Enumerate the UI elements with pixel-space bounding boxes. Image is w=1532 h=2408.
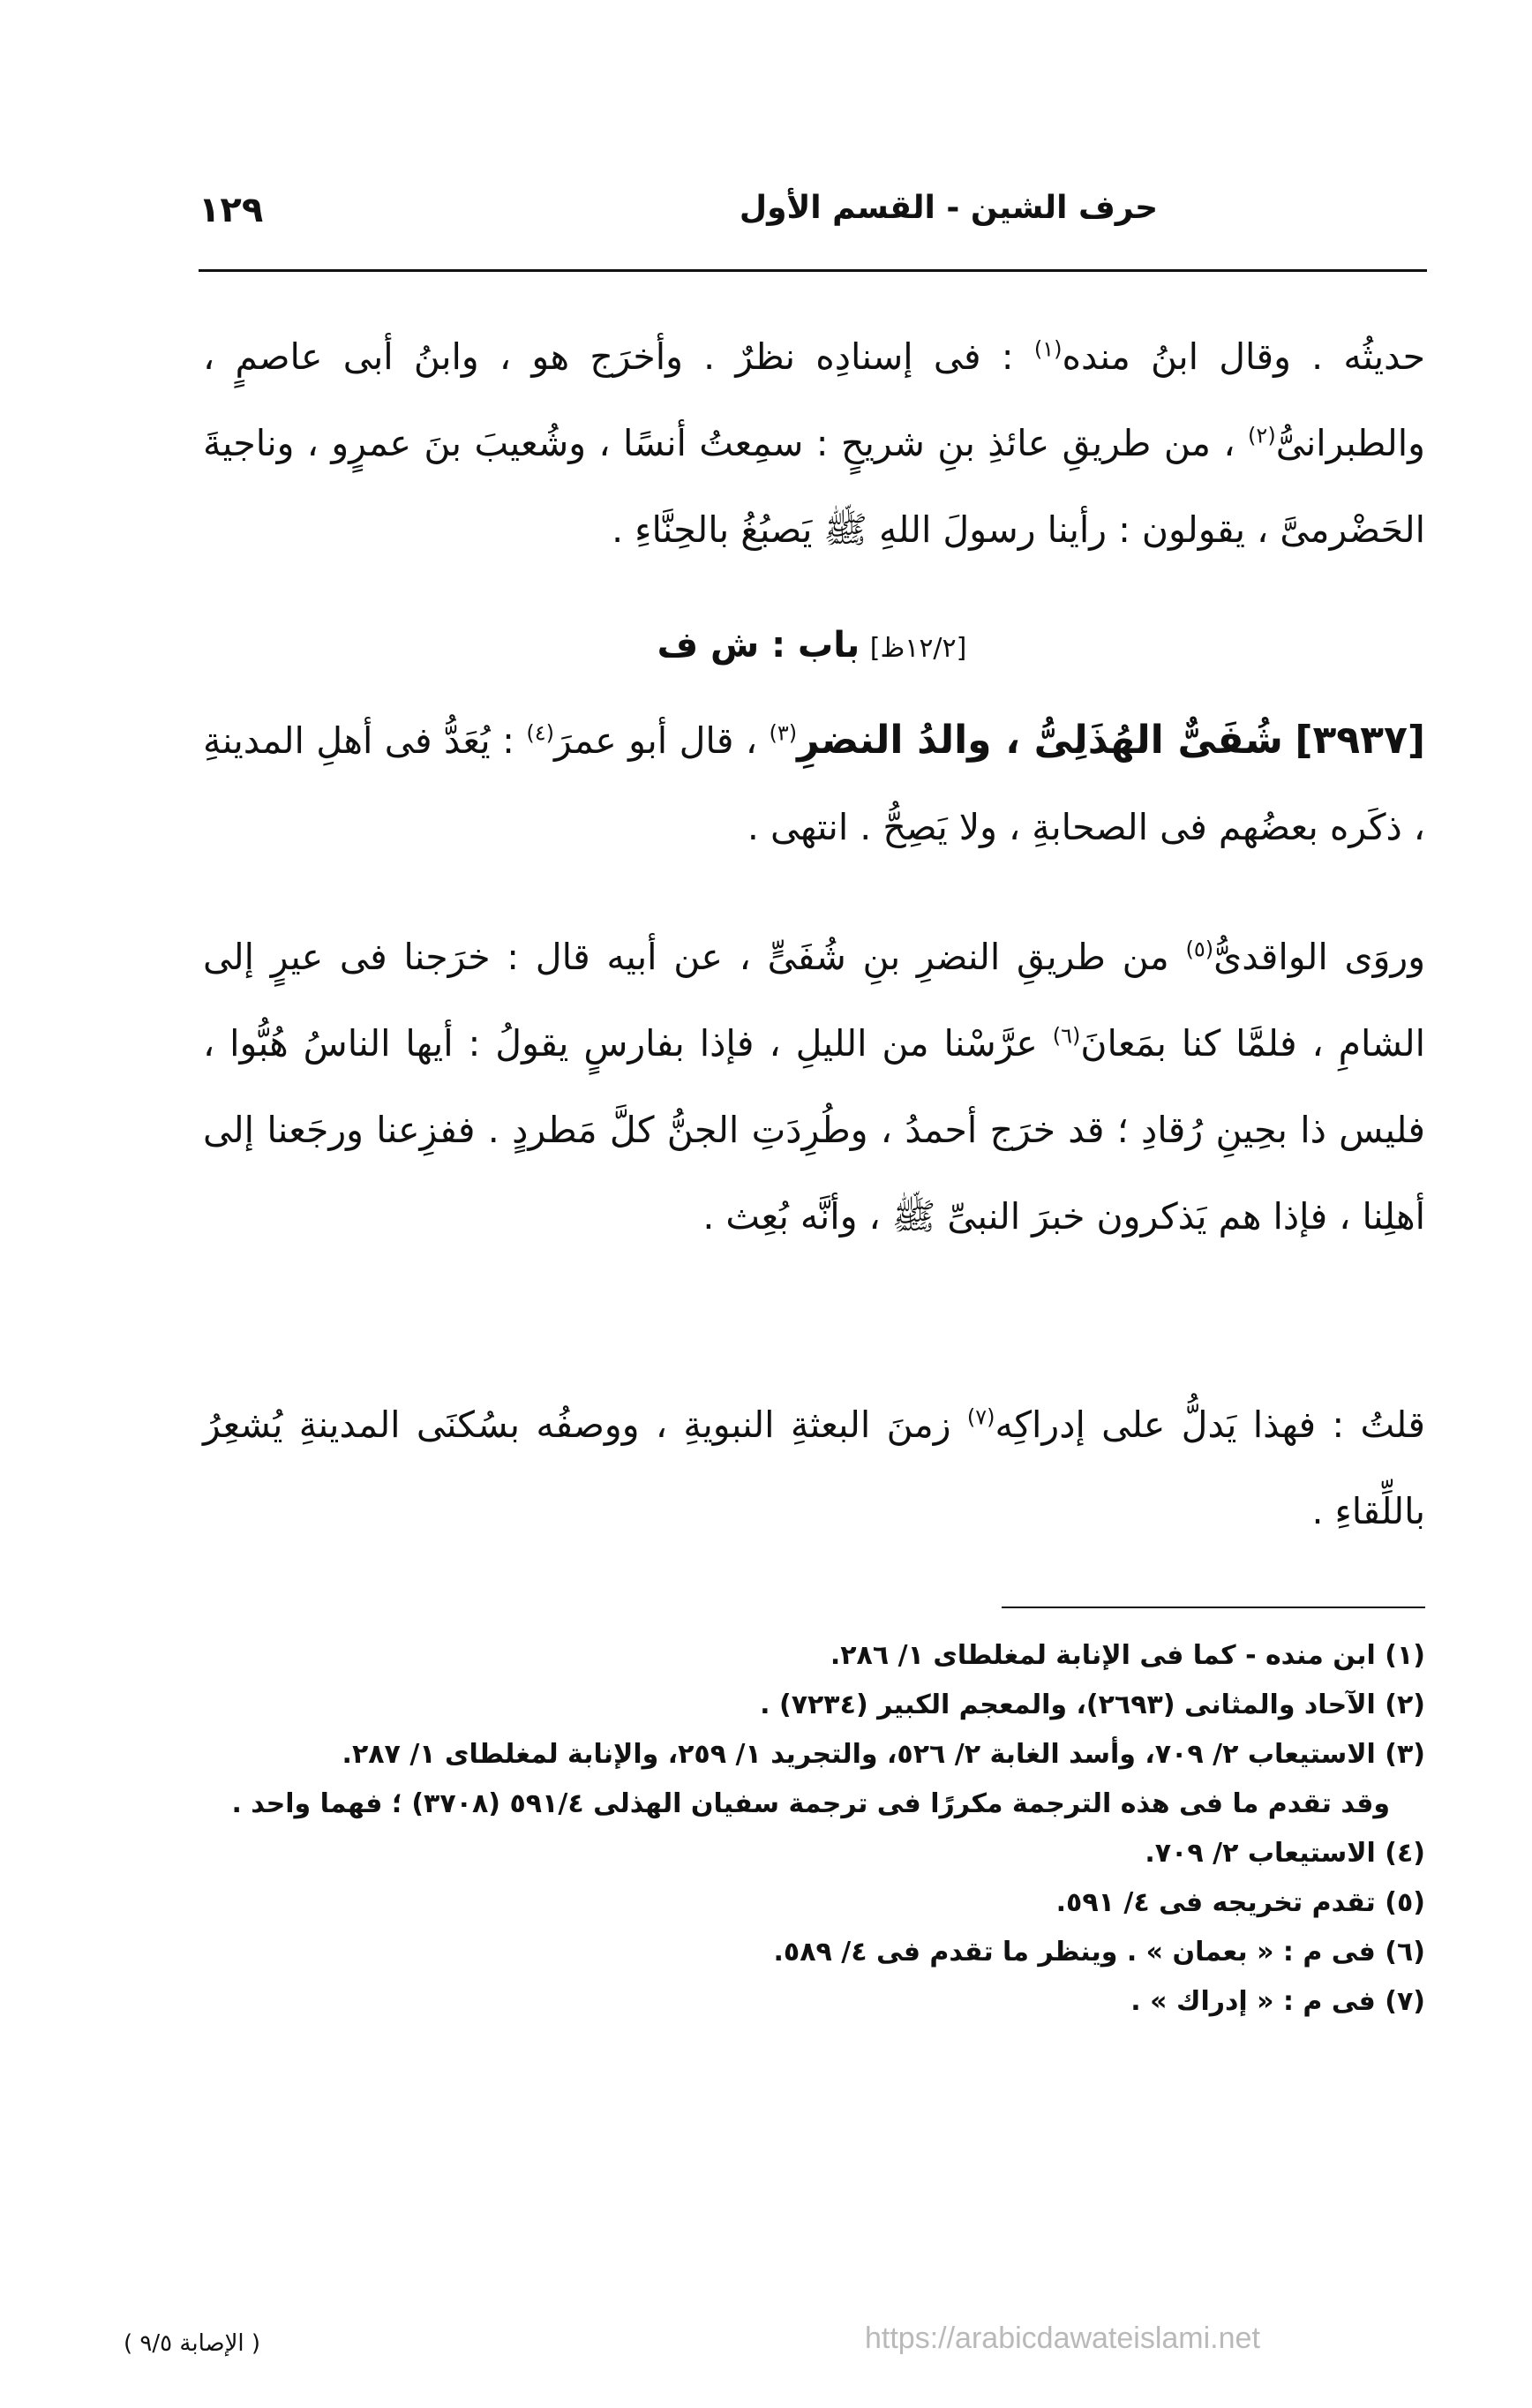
text-segment: قلتُ : فهذا يَدلُّ على إدراكِه xyxy=(995,1403,1425,1446)
page-header xyxy=(199,190,1425,252)
text-segment: حديثُه . وقال ابنُ منده xyxy=(1062,335,1425,378)
entry-3937 xyxy=(203,697,1425,870)
footnote-marker-5[interactable]: (٥) xyxy=(1185,937,1214,962)
text-segment: من طريقِ النضرِ بنِ شُفَىٍّ ، عن أبيه قال : خرَجنا فى عيرٍ إلى الشامِ ، فلمَّا كنا بمَعانَ xyxy=(203,936,1425,1065)
text-segment: : يُعَدُّ فى أهلِ المدينةِ ، ذكَره بعضُهم فى الصحابةِ ، ولا يَصِحُّ . انتهى . xyxy=(203,719,1425,848)
footnote-divider xyxy=(1002,1607,1425,1608)
section-heading xyxy=(199,625,1425,666)
volume-reference: ( الإصابة ٩/٥ ) xyxy=(124,2330,261,2357)
footnote-2: (٢) الآحاد والمثانى (٢٦٩٣)، والمعجم الكبير (٧٢٣٤) . xyxy=(760,1689,1425,1720)
running-title: حرف الشين - القسم الأول xyxy=(739,190,1159,226)
text-segment: وروَى الواقدىُّ xyxy=(1213,936,1425,978)
text-segment: ، من طريقِ عائذِ بنِ شريحٍ : سمِعتُ أنسًا ، وشُعيبَ بنَ عمرٍو ، وناجيةَ الحَضْرمىَّ ، يقولون : رأينا رسولَ اللهِ ﷺ يَصبُغُ بالحِنَّاءِ . xyxy=(203,422,1425,551)
footnote-3: (٣) الاستيعاب ٢/ ٧٠٩، وأسد الغابة ٢/ ٥٢٦، والتجريد ١/ ٢٥٩، والإنابة لمغلطاى ١/ ٢٨٧. xyxy=(342,1739,1425,1770)
paragraph-waqidi-narration xyxy=(203,914,1425,1260)
footnote-6: (٦) فى م : « بعمان » . وينظر ما تقدم فى ٤/ ٥٨٩. xyxy=(773,1937,1425,1968)
paragraph-author-comment xyxy=(203,1381,1425,1554)
footnote-marker-4[interactable]: (٤) xyxy=(526,720,554,746)
footnotes xyxy=(203,1631,1425,2027)
footnote-7: (٧) فى م : « إدراك » . xyxy=(1130,1986,1425,2017)
text-segment: : فى إسنادِه نظرٌ . وأخرَج هو ، وابنُ أبى عاصمٍ ، والطبرانىُّ xyxy=(203,335,1425,464)
footnote-1: (١) ابن منده - كما فى الإنابة لمغلطاى ١/ ٢٨٦. xyxy=(830,1640,1425,1671)
footnote-marker-3[interactable]: (٣) xyxy=(769,720,798,746)
footnote-4: (٤) الاستيعاب ٢/ ٧٠٩. xyxy=(1145,1838,1425,1869)
text-segment: زمنَ البعثةِ النبويةِ ، ووصفُه بسُكنَى المدينةِ يُشعِرُ باللِّقاءِ . xyxy=(203,1403,1425,1532)
footnote-5: (٥) تقدم تخريجه فى ٤/ ٥٩١. xyxy=(1055,1887,1425,1918)
entry-number: [٣٩٣٧] xyxy=(1295,718,1425,763)
page-number: ١٢٩ xyxy=(199,190,264,230)
footnote-marker-2[interactable]: (٢) xyxy=(1248,423,1276,448)
text-segment: عرَّسْنا من الليلِ ، فإذا بفارسٍ يقولُ : أيها الناسُ هُبُّوا ، فليس ذا بحِينِ رُقادِ ؛ قد خرَج أحمدُ ، وطُرِدَتِ الجنُّ كلَّ مَطردٍ . ففزِعنا ورجَعنا إلى أهلِنا ، فإذا هم يَذكرون خبرَ النبىِّ ﷺ ، وأنَّه بُعِث . xyxy=(203,1022,1425,1238)
manuscript-folio-ref: [١٢/٢ظ] xyxy=(869,633,967,664)
website-watermark: https://arabicdawateislami.net xyxy=(865,2321,1260,2355)
paragraph-hadith-continuation xyxy=(203,313,1425,573)
footnote-3-continuation: وقد تقدم ما فى هذه الترجمة مكررًا فى ترجمة سفيان الهذلى ٥٩١/٤ (٣٧٠٨) ؛ فهما واحد . xyxy=(231,1788,1390,1819)
text-segment: ، قال أبو عمرَ xyxy=(553,719,758,762)
footnote-marker-6[interactable]: (٦) xyxy=(1052,1023,1081,1049)
footnote-marker-7[interactable]: (٧) xyxy=(966,1404,995,1430)
entry-name: شُفَىٌّ الهُذَلِىُّ ، والدُ النضرِ xyxy=(797,718,1283,763)
footnote-marker-1[interactable]: (١) xyxy=(1033,336,1063,362)
section-title: باب : ش ف xyxy=(657,625,860,666)
header-divider xyxy=(199,269,1427,272)
